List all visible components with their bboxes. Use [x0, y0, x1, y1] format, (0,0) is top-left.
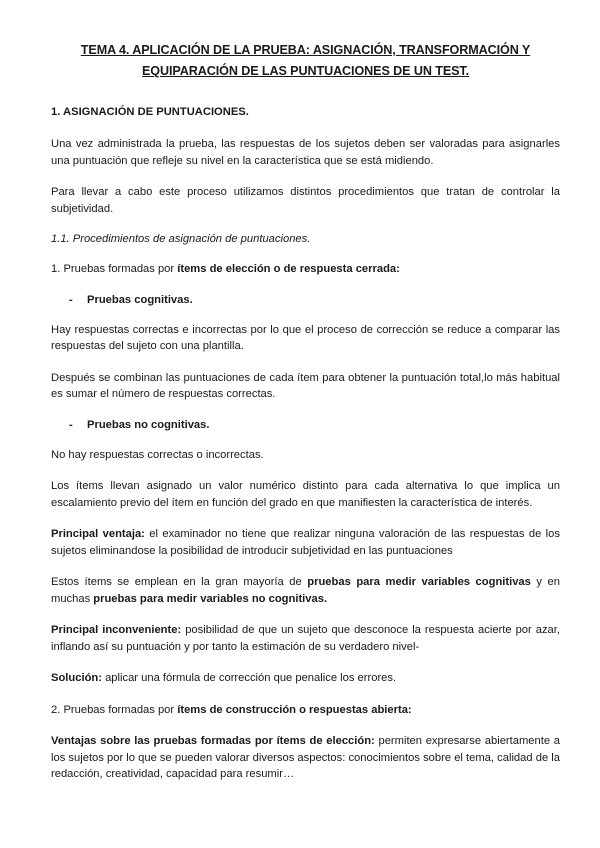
section-heading: 1. ASIGNACIÓN DE PUNTUACIONES.	[51, 106, 249, 118]
title-line-2: EQUIPARACIÓN DE LAS PUNTUACIONES DE UN TEST.	[141, 64, 470, 78]
item-1-prefix: 1. Pruebas formadas por	[51, 263, 178, 275]
paragraph-inconveniente	[51, 622, 560, 655]
inconveniente-label: Principal inconveniente:	[51, 624, 182, 636]
usage-text-c: y en muchas	[51, 576, 560, 605]
ventajas-text: permiten expresarse abiertamente a los sujetos por lo que se pueden valorar diversos aspectos: conocimientos sobre el tema, calidad de la redacción, creatividad, capacidad para resumir…	[51, 735, 560, 780]
bullet-no-cognitivas-label: Pruebas no cognitivas.	[87, 418, 210, 431]
usage-text-a: Estos ítems se emplean en la gran mayoría de	[51, 576, 308, 588]
item-1-bold: ítems de elección o de respuesta cerrada:	[177, 263, 400, 275]
bullet-cognitivas	[69, 293, 560, 307]
item-2	[51, 702, 560, 719]
item-1	[51, 261, 560, 278]
bullet-cognitivas-label: Pruebas cognitivas.	[87, 293, 193, 306]
paragraph-subjectivity: Para llevar a cabo este proceso utilizamos distintos procedimientos que tratan de controlar la subjetividad.	[51, 186, 560, 215]
item-2-bold: ítems de construcción o respuestas abierta:	[177, 703, 412, 716]
solucion-text: aplicar una fórmula de corrección que penalice los errores.	[101, 672, 397, 684]
paragraph-solucion	[51, 670, 560, 687]
ventaja-label: Principal ventaja:	[51, 528, 145, 540]
inconveniente-text: posibilidad de que un sujeto que desconoce la respuesta acierte por azar, inflando así su puntuación y por tanto la estimación de su verdadero nivel-	[51, 624, 560, 653]
title-line-1: TEMA 4. APLICACIÓN DE LA PRUEBA: ASIGNACIÓN, TRANSFORMACIÓN Y	[80, 43, 531, 57]
paragraph-ventaja	[51, 526, 560, 559]
bullet-dash: -	[69, 293, 73, 306]
paragraph-total-score: Después se combinan las puntuaciones de cada ítem para obtener la puntuación total,lo más habitual es sumar el número de respuestas correctas.	[51, 371, 560, 400]
paragraph-usage	[51, 574, 560, 607]
usage-bold-non-cognitive: pruebas para medir variables no cognitivas.	[93, 592, 328, 605]
paragraph-ventajas	[51, 733, 560, 783]
paragraph-scaling: Los ítems llevan asignado un valor numérico distinto para cada alternativa lo que implica un escalamiento previo del ítem en función del grado en que manifiesten la característica de interés.	[51, 480, 560, 509]
subsection-heading: 1.1. Procedimientos de asignación de puntuaciones.	[51, 233, 311, 245]
page-title	[51, 40, 560, 82]
paragraph-no-correct: No hay respuestas correctas o incorrectas.	[51, 448, 264, 461]
bullet-no-cognitivas	[69, 418, 560, 432]
solucion-label: Solución:	[51, 672, 102, 684]
paragraph-intro: Una vez administrada la prueba, las respuestas de los sujetos deben ser valoradas para asignarles una puntuación que refleje su nivel en la característica que se está midiendo.	[51, 138, 560, 167]
bullet-dash: -	[69, 418, 73, 431]
paragraph-correct-answers: Hay respuestas correctas e incorrectas por lo que el proceso de corrección se reduce a comparar las respuestas del sujeto con una plantilla.	[51, 323, 560, 352]
ventaja-text: el examinador no tiene que realizar ninguna valoración de las respuestas de los sujetos eliminandose la posibilidad de introducir subjetividad en las puntuaciones	[51, 528, 560, 557]
ventajas-label: Ventajas sobre las pruebas formadas por ítems de elección:	[51, 735, 375, 747]
usage-bold-cognitive: pruebas para medir variables cognitivas	[307, 576, 531, 588]
item-2-prefix: 2. Pruebas formadas por	[51, 703, 178, 716]
